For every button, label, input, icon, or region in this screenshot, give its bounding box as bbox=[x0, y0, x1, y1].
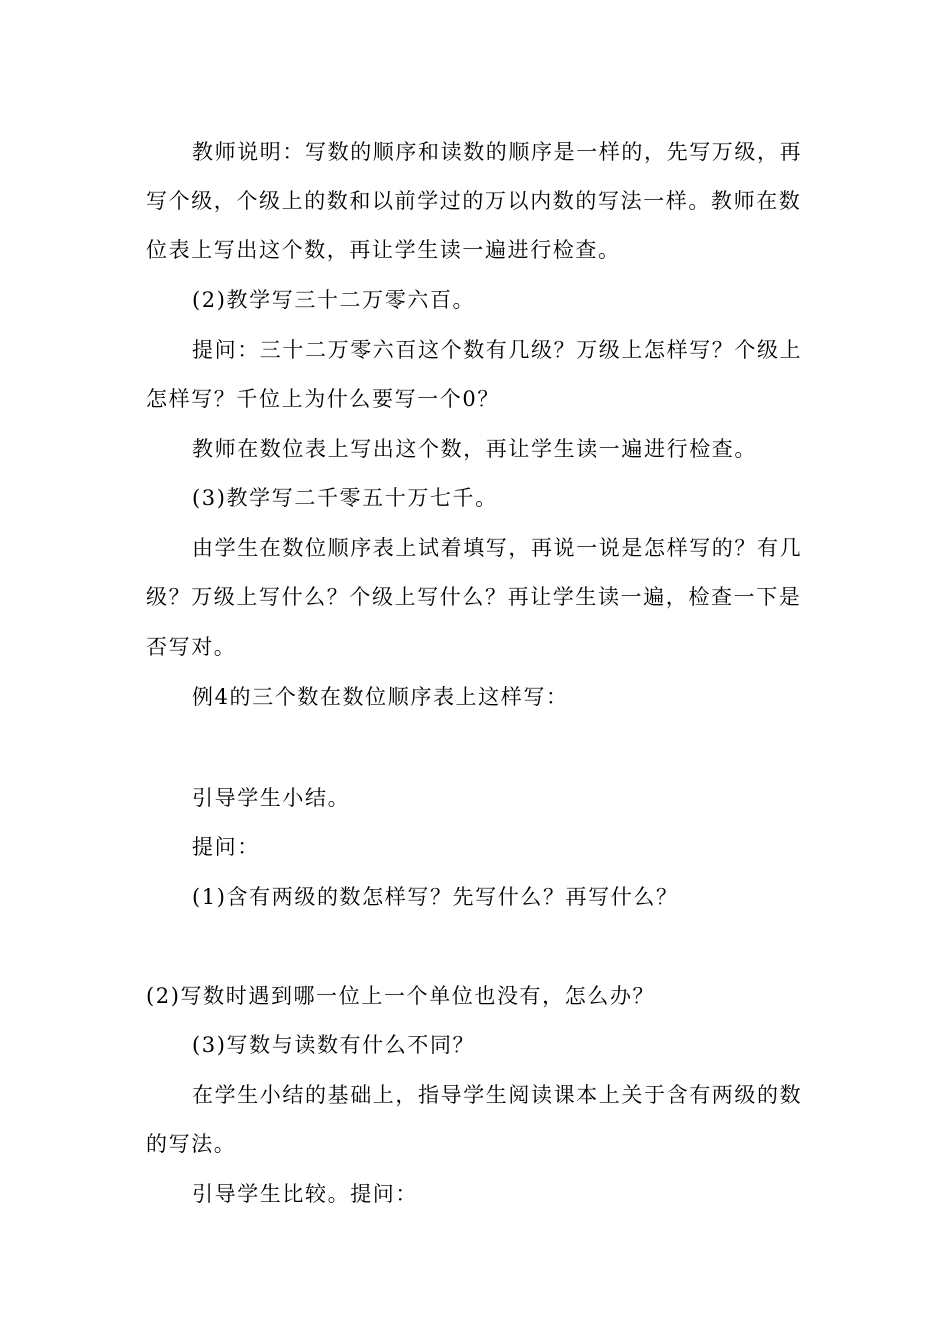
paragraph-line: 在学生小结的基础上，指导学生阅读课本上关于含有两级的数 bbox=[192, 1083, 803, 1107]
paragraph-line: (1)含有两级的数怎样写？先写什么？再写什么？ bbox=[192, 885, 679, 909]
paragraph-line: (3)教学写二千零五十万七千。 bbox=[192, 486, 498, 510]
paragraph-line: 的写法。 bbox=[146, 1132, 237, 1156]
paragraph-line: 教师在数位表上写出这个数，再让学生读一遍进行检查。 bbox=[192, 437, 757, 461]
paragraph-line: 引导学生比较。提问： bbox=[192, 1182, 418, 1206]
paragraph-line: 怎样写？千位上为什么要写一个0？ bbox=[146, 387, 500, 411]
paragraph-line: 提问：三十二万零六百这个数有几级？万级上怎样写？个级上 bbox=[192, 338, 803, 362]
paragraph-line: 教师说明：写数的顺序和读数的顺序是一样的，先写万级，再 bbox=[192, 140, 803, 164]
paragraph-line: 级？万级上写什么？个级上写什么？再让学生读一遍，检查一下是 bbox=[146, 585, 802, 609]
paragraph-line: 由学生在数位顺序表上试着填写，再说一说是怎样写的？有几 bbox=[192, 536, 803, 560]
paragraph-line: 写个级，个级上的数和以前学过的万以内数的写法一样。教师在数 bbox=[146, 189, 802, 213]
paragraph-line: 提问： bbox=[192, 835, 260, 859]
paragraph-line: (2)写数时遇到哪一位上一个单位也没有，怎么办？ bbox=[146, 984, 656, 1008]
paragraph-line: (2)教学写三十二万零六百。 bbox=[192, 288, 476, 312]
paragraph-line: 例4的三个数在数位顺序表上这样写： bbox=[192, 685, 569, 709]
paragraph-line: 引导学生小结。 bbox=[192, 786, 351, 810]
paragraph-line: (3)写数与读数有什么不同？ bbox=[192, 1033, 476, 1057]
paragraph-line: 否写对。 bbox=[146, 635, 237, 659]
paragraph-line: 位表上写出这个数，再让学生读一遍进行检查。 bbox=[146, 238, 621, 262]
